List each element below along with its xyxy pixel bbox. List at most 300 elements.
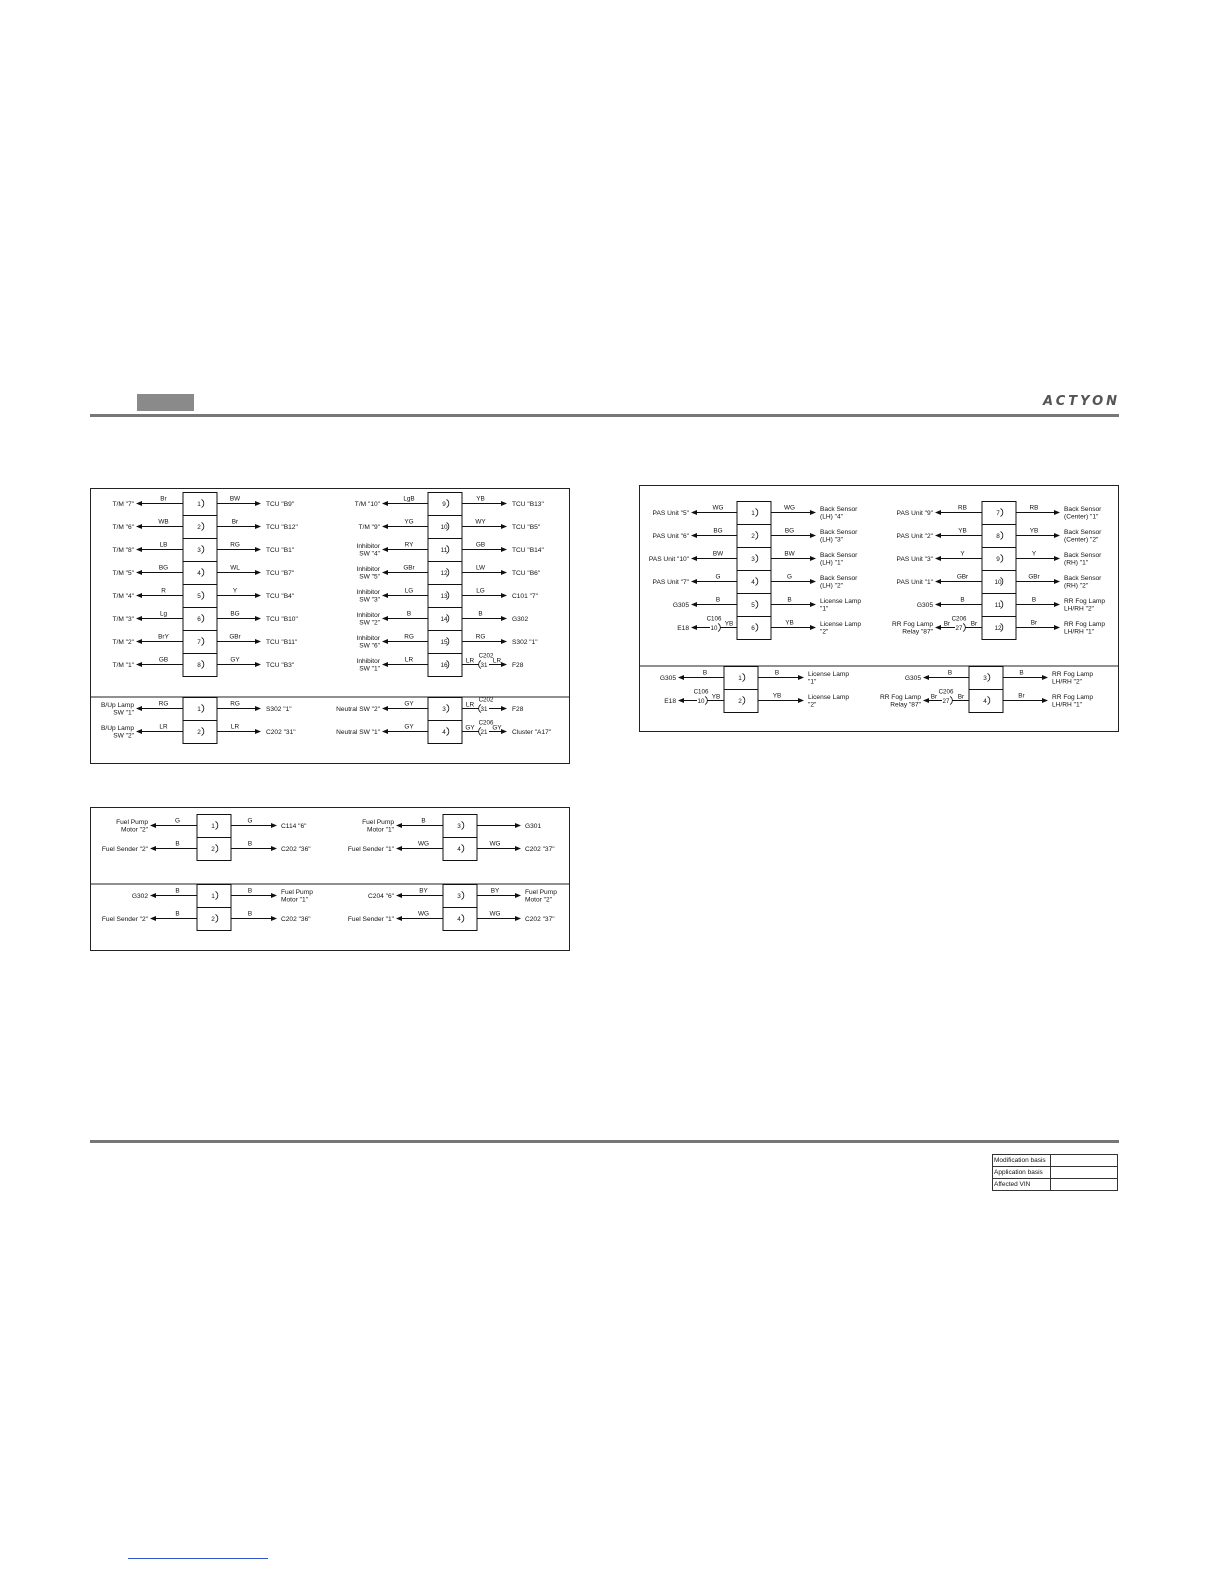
source-label-line: RR Fog Lamp xyxy=(879,694,921,702)
pin-number: 15 xyxy=(440,638,448,646)
wire-color-right: G xyxy=(787,573,792,581)
footer-divider xyxy=(90,1140,1119,1143)
arrow-head-left xyxy=(150,846,156,851)
inline-connector-pin: 27 xyxy=(955,624,963,632)
source-label xyxy=(653,579,690,586)
inline-connector-name: C206 xyxy=(938,688,954,696)
arrow-head-right xyxy=(1042,675,1048,680)
source-label xyxy=(112,524,134,531)
destination-label-line: Back Sensor xyxy=(1064,575,1102,583)
wire-color-right: RB xyxy=(1029,504,1039,512)
brand-logo: ACTYON xyxy=(1043,394,1120,409)
source-label-line: G305 xyxy=(672,601,689,609)
wire-color-left: RG xyxy=(404,633,414,641)
arrow-head-right xyxy=(501,706,507,711)
info-label: Affected VIN xyxy=(993,1179,1051,1191)
arrow-head-right xyxy=(501,547,507,552)
destination-label-line: LH/RH "1" xyxy=(1052,701,1082,709)
pin-number: 10 xyxy=(994,578,1002,586)
info-value xyxy=(1051,1167,1118,1179)
pin-number: 3 xyxy=(751,555,755,563)
wire-color-left: B xyxy=(960,596,965,604)
wire-color-left-outer: Br xyxy=(930,693,938,701)
arrow-head-right xyxy=(1054,625,1060,630)
destination-label xyxy=(525,823,541,830)
source-label xyxy=(897,510,934,517)
wire-color-right: BY xyxy=(490,887,500,895)
pin-number: 4 xyxy=(442,728,446,736)
destination-label-line: C202 "36" xyxy=(281,915,311,923)
destination-label-line: Motor "2" xyxy=(525,896,553,904)
arrow-head-right xyxy=(1054,533,1060,538)
arrow-head-right xyxy=(515,916,521,921)
pin-number: 16 xyxy=(440,661,448,669)
wire-color-left: BG xyxy=(713,527,723,535)
arrow-head-right xyxy=(1042,698,1048,703)
wire-color-left: WB xyxy=(158,518,169,526)
destination-label-line: Cluster "A17" xyxy=(512,728,552,736)
source-label-line: T/M "10" xyxy=(354,500,380,508)
arrow-head-left xyxy=(382,706,388,711)
destination-label xyxy=(808,694,849,708)
source-label-line: Inhibitor xyxy=(356,658,380,666)
source-label xyxy=(112,570,134,577)
destination-label-line: License Lamp xyxy=(808,694,850,702)
arrow-head-left xyxy=(935,625,941,630)
destination-label xyxy=(820,575,858,589)
arrow-head-left xyxy=(678,675,684,680)
destination-label xyxy=(512,570,541,577)
source-label-line: Motor "2" xyxy=(120,826,148,834)
arrow-head-left xyxy=(396,893,402,898)
arrow-head-left xyxy=(136,547,142,552)
arrow-head-right xyxy=(1054,602,1060,607)
arrow-head-left xyxy=(136,616,142,621)
source-label-line: T/M "6" xyxy=(112,523,134,531)
pin-number: 11 xyxy=(994,601,1002,609)
wire-color-left: BY xyxy=(419,887,428,895)
wire-color-right: Br xyxy=(1030,619,1038,627)
wire-color-right-outer: GY xyxy=(492,724,502,732)
source-label xyxy=(897,533,934,540)
destination-label-line: License Lamp xyxy=(808,671,850,679)
pin-number: 2 xyxy=(211,915,215,923)
pin-number: 4 xyxy=(457,845,461,853)
wire-color-right: LR xyxy=(465,657,475,665)
arrow-head-right xyxy=(255,524,261,529)
destination-label-line: RR Fog Lamp xyxy=(1064,621,1106,629)
destination-label-line: (RH) "1" xyxy=(1064,559,1089,567)
arrow-head-right xyxy=(810,533,816,538)
arrow-head-right xyxy=(255,662,261,667)
wire-color-left: LR xyxy=(404,656,414,664)
source-label-line: T/M "3" xyxy=(112,615,134,623)
arrow-head-right xyxy=(810,579,816,584)
inline-connector-name: C206 xyxy=(478,719,494,727)
pin-number: 1 xyxy=(751,509,755,517)
destination-label xyxy=(808,671,849,685)
destination-label-line: (LH) "2" xyxy=(820,582,844,590)
wire-color-left: LR xyxy=(159,723,168,731)
wire-color-right: Y xyxy=(1031,550,1037,558)
pin-number: 4 xyxy=(197,569,201,577)
wire-color-right: LG xyxy=(476,587,485,595)
inline-connector-name: C202 xyxy=(478,652,494,660)
wire-color-right: B xyxy=(1019,669,1024,677)
pin-number: 5 xyxy=(197,592,201,600)
arrow-head-right xyxy=(515,846,521,851)
source-label xyxy=(112,501,134,508)
destination-label-line: "1" xyxy=(820,605,829,613)
arrow-head-right xyxy=(810,602,816,607)
wire-color-right: LR xyxy=(465,701,475,709)
wire-color-left: Br xyxy=(970,620,978,628)
arrow-head-right xyxy=(501,524,507,529)
destination-label-line: C202 "37" xyxy=(525,845,555,853)
destination-label xyxy=(1064,598,1105,612)
wire-color-left: Br xyxy=(957,693,965,701)
pin-number: 7 xyxy=(197,638,201,646)
arrow-head-left xyxy=(382,501,388,506)
source-label xyxy=(660,675,676,682)
transmission-connector-diagram xyxy=(90,488,570,764)
wire-color-left: G xyxy=(715,573,721,581)
destination-label-line: TCU "B9" xyxy=(266,500,295,508)
inline-connector-pin: 10 xyxy=(710,624,718,632)
source-label-line: T/M "4" xyxy=(112,592,134,600)
destination-label xyxy=(266,616,298,623)
source-label-line: C204 "6" xyxy=(368,892,394,900)
source-label-line: Fuel Sender "2" xyxy=(101,845,148,853)
arrow-head-right xyxy=(271,916,277,921)
inline-connector-name: C106 xyxy=(706,615,722,623)
wire-color-left: RG xyxy=(158,700,169,708)
wire-color-right: YB xyxy=(1029,527,1039,535)
inline-connector-pin: 31 xyxy=(480,705,488,713)
arrow-head-left xyxy=(678,698,684,703)
destination-label-line: C101 "7" xyxy=(512,592,538,600)
destination-label-line: Back Sensor xyxy=(820,529,858,537)
wire-color-right: G xyxy=(247,817,253,825)
destination-label xyxy=(525,916,555,923)
source-label-line: PAS Unit "3" xyxy=(896,555,933,563)
source-label-line: SW "6" xyxy=(359,642,380,650)
wire-color-left: YG xyxy=(404,518,414,526)
destination-label-line: C202 "31" xyxy=(266,728,296,736)
wire-color-right: B xyxy=(774,669,780,677)
wire-color-right: GBr xyxy=(1028,573,1040,581)
source-label-line: SW "1" xyxy=(113,709,134,717)
wire-color-right: BW xyxy=(229,495,241,503)
destination-label-line: (LH) "3" xyxy=(820,536,844,544)
wire-color-right: WG xyxy=(489,840,501,848)
wire-color-left: BrY xyxy=(158,633,169,641)
arrow-head-left xyxy=(150,823,156,828)
destination-label xyxy=(820,621,861,635)
destination-label-line: Back Sensor xyxy=(820,506,858,514)
source-label xyxy=(112,616,134,623)
arrow-head-right xyxy=(271,846,277,851)
arrow-head-right xyxy=(798,698,804,703)
source-label xyxy=(101,702,135,716)
arrow-head-left xyxy=(923,698,929,703)
wire-color-left: R xyxy=(161,587,166,595)
wire-color-left: YB xyxy=(958,527,967,535)
wire-color-left: LG xyxy=(404,587,414,595)
pin-number: 7 xyxy=(996,509,1000,517)
fuel-pump-connector-svg xyxy=(91,808,569,950)
source-label xyxy=(368,893,395,900)
wire-color-right: BW xyxy=(784,550,795,558)
destination-label xyxy=(281,846,311,853)
pin-number: 8 xyxy=(197,661,201,669)
destination-label xyxy=(266,570,295,577)
source-label-line: PAS Unit "6" xyxy=(652,532,689,540)
destination-label-line: TCU "B6" xyxy=(512,569,541,577)
wire-color-right: Br xyxy=(1018,692,1025,700)
pin-number: 6 xyxy=(751,624,755,632)
source-label-line: PAS Unit "2" xyxy=(896,532,933,540)
source-label xyxy=(905,675,921,682)
pin-number: 1 xyxy=(197,705,201,713)
source-label-line: PAS Unit "1" xyxy=(896,578,933,586)
modification-info-table xyxy=(992,1154,1118,1191)
source-label xyxy=(116,819,149,833)
arrow-head-right xyxy=(810,556,816,561)
destination-label-line: TCU "B13" xyxy=(512,500,544,508)
info-label: Modification basis xyxy=(993,1155,1051,1167)
arrow-head-left xyxy=(935,533,941,538)
wire-color-right: WG xyxy=(489,910,501,918)
wire-color-left: B xyxy=(702,669,708,677)
wire-color-left: GBr xyxy=(956,573,969,581)
wire-color-left: LgB xyxy=(403,495,415,503)
pin-number: 2 xyxy=(197,523,201,531)
source-label-line: Inhibitor xyxy=(356,612,380,620)
wire-color-left-outer: Br xyxy=(943,620,951,628)
destination-label xyxy=(512,547,544,554)
inline-connector-arc xyxy=(950,697,952,705)
pin-number: 8 xyxy=(996,532,1000,540)
destination-label-line: TCU "B3" xyxy=(266,661,295,669)
info-row-application xyxy=(993,1167,1118,1179)
inline-connector-arc xyxy=(963,624,965,632)
arrow-head-left xyxy=(935,510,941,515)
wire-color-right: LR xyxy=(230,723,240,731)
pin-number: 2 xyxy=(197,728,201,736)
source-label-line: PAS Unit "10" xyxy=(648,555,689,563)
arrow-head-right xyxy=(255,501,261,506)
source-label-line: E18 xyxy=(664,697,676,705)
arrow-head-right xyxy=(501,501,507,506)
arrow-head-left xyxy=(691,602,697,607)
wire-color-right: YB xyxy=(772,692,782,700)
wire-color-right: RG xyxy=(475,633,486,641)
wire-color-right: RG xyxy=(230,700,240,708)
destination-label xyxy=(1052,694,1093,708)
arrow-head-right xyxy=(255,616,261,621)
wire-color-right: B xyxy=(1031,596,1037,604)
wire-color-right: GB xyxy=(475,541,486,549)
source-label xyxy=(132,893,148,900)
destination-label-line: Back Sensor xyxy=(820,575,858,583)
source-label xyxy=(653,533,690,540)
source-label xyxy=(897,579,934,586)
arrow-head-left xyxy=(691,556,697,561)
wire-color-right: BG xyxy=(230,610,240,618)
wire-color-right: GBr xyxy=(229,633,241,641)
arrow-head-left xyxy=(150,893,156,898)
source-label-line: Inhibitor xyxy=(356,589,380,597)
inline-connector-name: C206 xyxy=(951,615,967,623)
source-label-line: SW "1" xyxy=(359,665,380,673)
pin-number: 3 xyxy=(197,546,201,554)
pin-number: 12 xyxy=(440,569,448,577)
arrow-head-left xyxy=(382,616,388,621)
pin-number: 5 xyxy=(751,601,755,609)
source-label xyxy=(880,694,922,708)
wire-color-left: WG xyxy=(417,840,430,848)
pin-number: 1 xyxy=(211,892,215,900)
pas-connector-svg xyxy=(640,486,1118,731)
arrow-head-right xyxy=(1054,556,1060,561)
source-label xyxy=(892,621,934,635)
wire-color-left: B xyxy=(175,887,180,895)
arrow-head-left xyxy=(691,510,697,515)
bottom-link-underline[interactable] xyxy=(128,1558,268,1559)
wire-color-right: WG xyxy=(783,504,796,512)
wire-color-right: B xyxy=(247,910,253,918)
pin-number: 4 xyxy=(983,697,987,705)
destination-label-line: C114 "6" xyxy=(281,822,307,830)
destination-label xyxy=(820,552,858,566)
arrow-head-left xyxy=(382,639,388,644)
source-label xyxy=(362,819,395,833)
source-label xyxy=(348,916,395,923)
pin-number: 9 xyxy=(442,500,446,508)
destination-label-line: Back Sensor xyxy=(1064,506,1102,514)
source-label-line: E18 xyxy=(677,624,689,632)
destination-label-line: F28 xyxy=(512,705,524,713)
destination-label xyxy=(512,706,524,713)
arrow-head-right xyxy=(255,729,261,734)
wire-color-right: YB xyxy=(476,495,485,503)
source-label xyxy=(336,729,381,736)
arrow-head-right xyxy=(255,706,261,711)
wire-color-left: RY xyxy=(404,541,414,549)
source-label-line: SW "5" xyxy=(359,573,380,581)
arrow-head-right xyxy=(501,593,507,598)
wire-color-right: GY xyxy=(465,724,475,732)
destination-label xyxy=(820,506,858,520)
arrow-head-left xyxy=(396,823,402,828)
wire-color-right: GY xyxy=(230,656,240,664)
destination-label xyxy=(820,529,858,543)
arrow-head-left xyxy=(382,593,388,598)
destination-label-line: "2" xyxy=(820,628,829,636)
info-value xyxy=(1051,1179,1118,1191)
info-label: Application basis xyxy=(993,1167,1051,1179)
source-label xyxy=(357,612,381,626)
source-label-line: T/M "7" xyxy=(112,500,134,508)
header-divider xyxy=(90,414,1119,417)
wire-color-left: GB xyxy=(158,656,169,664)
wire-color-right: B xyxy=(247,840,253,848)
arrow-head-left xyxy=(136,706,142,711)
inline-connector-arc xyxy=(705,697,707,705)
wire-color-right: YB xyxy=(785,619,794,627)
source-label-line: SW "2" xyxy=(359,619,380,627)
source-label-line: T/M "5" xyxy=(112,569,134,577)
wire-color-left: GY xyxy=(404,700,414,708)
wire-color-left: RB xyxy=(958,504,967,512)
destination-label-line: Back Sensor xyxy=(1064,529,1102,537)
wire-color-right: BG xyxy=(784,527,795,535)
wire-color-left: Br xyxy=(160,495,167,503)
wire-color-left: Y xyxy=(960,550,965,558)
wire-color-left: YB xyxy=(711,693,721,701)
destination-label xyxy=(266,593,295,600)
destination-label xyxy=(512,616,528,623)
source-label xyxy=(348,846,395,853)
arrow-head-left xyxy=(136,593,142,598)
pin-number: 6 xyxy=(197,615,201,623)
arrow-head-left xyxy=(691,533,697,538)
arrow-head-right xyxy=(1054,510,1060,515)
source-label xyxy=(649,556,690,563)
wire-color-right: RG xyxy=(230,541,240,549)
wire-color-left: B xyxy=(947,669,953,677)
destination-label-line: S302 "1" xyxy=(512,638,538,646)
arrow-head-left xyxy=(136,524,142,529)
arrow-head-left xyxy=(136,729,142,734)
source-label xyxy=(653,510,690,517)
source-label xyxy=(897,556,934,563)
destination-label-line: RR Fog Lamp xyxy=(1064,598,1106,606)
source-label-line: Neutral SW "1" xyxy=(336,728,380,736)
arrow-head-left xyxy=(382,662,388,667)
destination-label xyxy=(512,729,552,736)
source-label-line: Motor "1" xyxy=(366,826,394,834)
destination-label xyxy=(266,729,296,736)
destination-label-line: (Center) "1" xyxy=(1064,513,1099,521)
destination-label-line: "1" xyxy=(808,678,817,686)
destination-label xyxy=(512,524,541,531)
arrow-head-left xyxy=(935,579,941,584)
arrow-head-left xyxy=(691,625,697,630)
source-label-line: Inhibitor xyxy=(356,635,380,643)
arrow-head-right xyxy=(501,729,507,734)
destination-label-line: Back Sensor xyxy=(820,552,858,560)
arrow-head-right xyxy=(255,593,261,598)
destination-label-line: Fuel Pump xyxy=(525,889,557,897)
source-label-line: Relay "87" xyxy=(890,701,921,709)
arrow-head-right xyxy=(255,570,261,575)
fuel-pump-connector-diagram xyxy=(90,807,570,951)
destination-label-line: Motor "1" xyxy=(281,896,309,904)
arrow-head-right xyxy=(810,625,816,630)
source-label xyxy=(112,593,134,600)
arrow-head-left xyxy=(691,579,697,584)
source-label xyxy=(336,706,381,713)
pin-number: 9 xyxy=(996,555,1000,563)
arrow-head-right xyxy=(501,616,507,621)
destination-label-line: License Lamp xyxy=(820,598,862,606)
wire-color-right: Br xyxy=(231,518,239,526)
pas-connector-diagram xyxy=(639,485,1119,732)
destination-label-line: License Lamp xyxy=(820,621,862,629)
pin-number: 2 xyxy=(738,697,742,705)
